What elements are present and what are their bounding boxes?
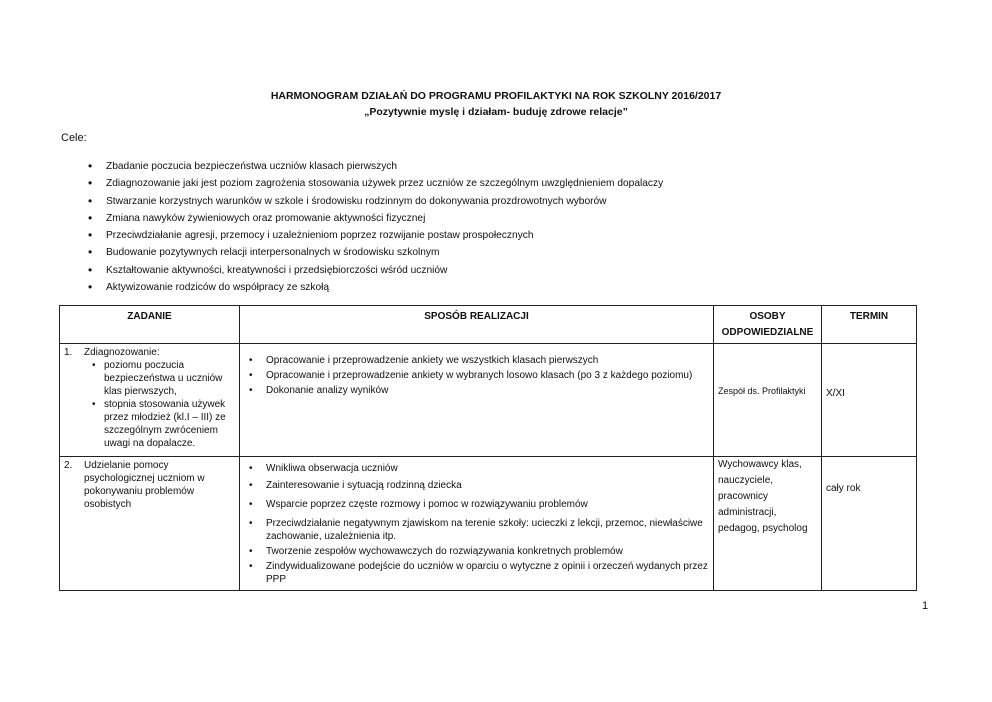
goal-item: • Budowanie pozytywnych relacji interpersonalnych w środowisku szkolnym xyxy=(88,244,663,261)
responsible-person: administracji, xyxy=(718,507,777,518)
method-item: • Wsparcie poprzez częste rozmowy i pomoc w rozwiązywaniu problemów xyxy=(244,498,709,511)
method-item: • Opracowanie i przeprowadzenie ankiety w wybranych losowo klasach (po 3 z każdego poziomu) xyxy=(244,369,709,382)
method-item: • Przeciwdziałanie negatywnym zjawiskom na terenie szkoły: ucieczki z lekcji, przemoc, niewłaściwe zachowanie, uzależnienia itp. xyxy=(244,517,709,543)
page-number: 1 xyxy=(922,600,929,612)
responsible-person: pedagog, psycholog xyxy=(718,523,808,534)
term-cell xyxy=(822,457,917,591)
responsible-person: Wychowawcy klas, xyxy=(718,459,802,470)
task-cell xyxy=(60,344,240,457)
header-term: TERMIN xyxy=(822,306,917,344)
method-item: • Zindywidualizowane podejście do uczniów w oparciu o wytyczne z opinii i orzeczeń wydanych przez PPP xyxy=(244,560,709,586)
title-line-1: HARMONOGRAM DZIAŁAŃ DO PROGRAMU PROFILAKTYKI NA ROK SZKOLNY 2016/2017 xyxy=(270,90,722,102)
title-line-2: „Pozytywnie myslę i działam- buduję zdrowe relacje” xyxy=(364,106,628,118)
header-task: ZADANIE xyxy=(60,306,240,344)
task-number: 2. xyxy=(64,460,73,471)
method-item: • Tworzenie zespołów wychowawczych do rozwiązywania konkretnych problemów xyxy=(244,545,709,558)
method-item: • Zainteresowanie i sytuacją rodzinną dziecka xyxy=(244,479,709,492)
table-header-row xyxy=(60,306,917,344)
goal-item: • Zdiagnozowanie jaki jest poziom zagrożenia stosowania używek przez uczniów ze szczególnym uwzględnieniem dopalaczy xyxy=(88,175,663,192)
goal-item: • Aktywizowanie rodziców do współpracy ze szkołą xyxy=(88,279,663,296)
table-row xyxy=(60,457,917,591)
persons-cell xyxy=(714,457,822,591)
task-title: Zdiagnozowanie: xyxy=(84,347,160,358)
document-title xyxy=(0,88,992,120)
task-title: Udzielanie pomocy psychologicznej uczniom w pokonywaniu problemów osobistych xyxy=(84,460,205,510)
goal-item: • Zbadanie poczucia bezpieczeństwa uczniów klasach pierwszych xyxy=(88,158,663,175)
header-method: SPOSÓB REALIZACJI xyxy=(240,306,714,344)
method-cell xyxy=(240,344,714,457)
header-persons: OSOBY ODPOWIEDZIALNE xyxy=(714,306,822,344)
method-item: • Wnikliwa obserwacja uczniów xyxy=(244,462,709,475)
term-value: cały rok xyxy=(826,483,861,494)
table-row xyxy=(60,344,917,457)
goals-list xyxy=(88,158,663,296)
task-number: 1. xyxy=(64,347,73,358)
responsible-person: pracownicy xyxy=(718,491,769,502)
task-cell xyxy=(60,457,240,591)
goals-label: Cele: xyxy=(61,132,87,144)
responsible-person: nauczyciele, xyxy=(718,475,774,486)
goal-item: • Przeciwdziałanie agresji, przemocy i uzależnieniom poprzez rozwijanie postaw prospołecznych xyxy=(88,227,663,244)
responsible-person: Zespół ds. Profilaktyki xyxy=(718,386,806,396)
term-cell xyxy=(822,344,917,457)
term-value: X/XI xyxy=(826,388,845,399)
method-item: • Dokonanie analizy wyników xyxy=(244,384,709,397)
task-subitem: • poziomu poczucia bezpieczeństwa u uczniów klas pierwszych, xyxy=(92,359,235,398)
goal-item: • Stwarzanie korzystnych warunków w szkole i środowisku rodzinnym do dokonywania prozdrowotnych wyborów xyxy=(88,193,663,210)
schedule-table xyxy=(59,305,917,591)
method-cell xyxy=(240,457,714,591)
task-subitem: • stopnia stosowania używek przez młodzież (kl.I – III) ze szczególnym zwróceniem uwagi na dopalacze. xyxy=(92,398,235,450)
goal-item: • Kształtowanie aktywności, kreatywności i przedsiębiorczości wśród uczniów xyxy=(88,262,663,279)
goal-item: • Zmiana nawyków żywieniowych oraz promowanie aktywności fizycznej xyxy=(88,210,663,227)
method-item: • Opracowanie i przeprowadzenie ankiety we wszystkich klasach pierwszych xyxy=(244,354,709,367)
persons-cell xyxy=(714,344,822,457)
